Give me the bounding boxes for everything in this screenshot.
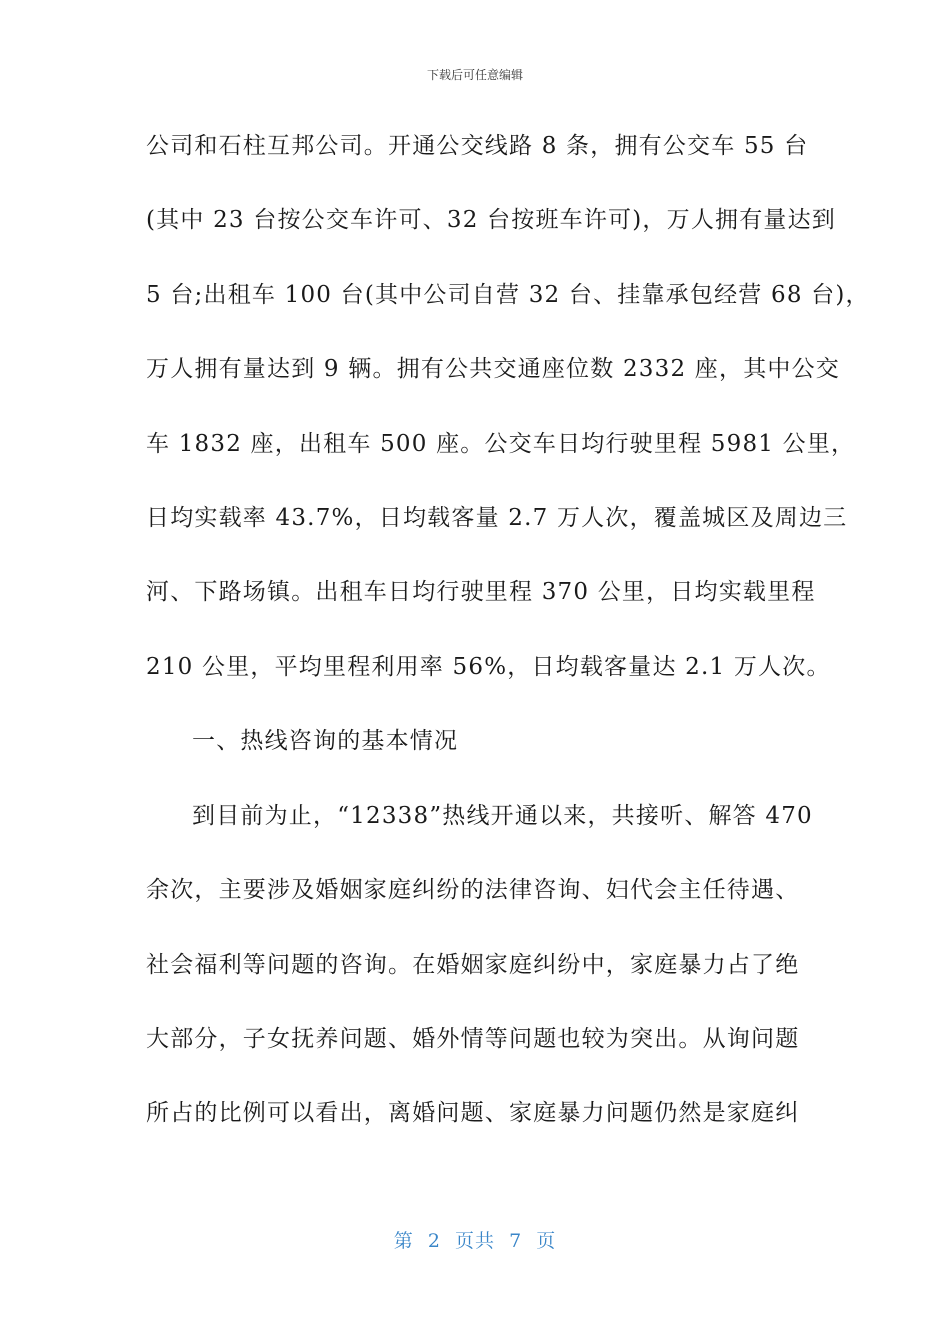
body-line: (其中 23 台按公交车许可、32 台按班车许可)，万人拥有量达到 [146,207,837,233]
body-line: 万人拥有量达到 9 辆。拥有公共交通座位数 2332 座，其中公交 [146,356,841,382]
body-line: 余次，主要涉及婚姻家庭纠纷的法律咨询、妇代会主任待遇、 [146,877,800,903]
page-footer: 第 2 页共 7 页 [393,1230,557,1252]
body-line: 日均实载率 43.7%，日均载客量 2.7 万人次，覆盖城区及周边三 [146,505,848,531]
page-header: 下载后可任意编辑 [426,68,523,82]
body-line: 河、下路场镇。出租车日均行驶里程 370 公里，日均实载里程 [146,579,816,605]
body-line: 公司和石柱互邦公司。开通公交线路 8 条，拥有公交车 55 台 [146,133,809,159]
body-line: 5 台;出租车 100 台(其中公司自营 32 台、挂靠承包经营 68 台)， [146,282,870,308]
body-line: 大部分，子女抚养问题、婚外情等问题也较为突出。从询问题 [146,1026,800,1052]
section-heading: 一、热线咨询的基本情况 [192,728,459,754]
body-line: 到目前为止，“12338”热线开通以来，共接听、解答 470 [192,803,813,829]
body-line: 所占的比例可以看出，离婚问题、家庭暴力问题仍然是家庭纠 [146,1100,800,1126]
body-line: 社会福利等问题的咨询。在婚姻家庭纠纷中，家庭暴力占了绝 [146,952,800,978]
body-line: 210 公里，平均里程利用率 56%，日均载客量达 2.1 万人次。 [146,654,831,680]
body-line: 车 1832 座，出租车 500 座。公交车日均行驶里程 5981 公里， [146,431,856,457]
